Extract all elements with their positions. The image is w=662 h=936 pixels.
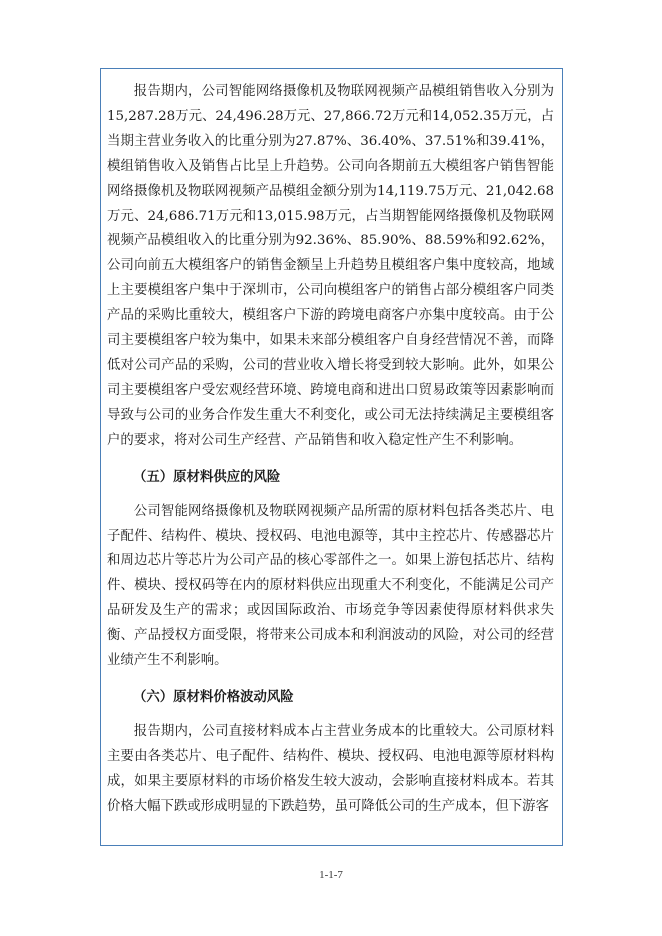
- paragraph-raw-material-price: 报告期内，公司直接材料成本占主营业务成本的比重较大。公司原材料主要由各类芯片、电子配件、结构件、模块、授权码、电池电源等原材料构成，如果主要原材料的市场价格发生较大波动，会影响直接材料成本。若其价格大幅下跌或形成明显的下跌趋势，虽可降低公司的生产成本，但下游客: [107, 723, 554, 814]
- heading-raw-material-supply-risk: （五）原材料供应的风险: [133, 469, 281, 485]
- document-body: [107, 80, 554, 820]
- heading-raw-material-price-risk: （六）原材料价格波动风险: [133, 689, 294, 705]
- page-number: 1-1-7: [319, 869, 343, 881]
- paragraph-raw-material-supply: 公司智能网络摄像机及物联网视频产品所需的原材料包括各类芯片、电子配件、结构件、模块、授权码、电池电源等，其中主控芯片、传感器芯片和周边芯片等芯片为公司产品的核心零部件之一。如果上游包括芯片、结构件、模块、授权码等在内的原材料供应出现重大不利变化，不能满足公司产品研发及生产的需求；或因国际政治、市场竞争等因素使得原材料供求失衡、产品授权方面受限，将带来公司成本和利润波动的风险，对公司的经营业绩产生不利影响。: [107, 503, 554, 669]
- paragraph-module-customer-risk: 报告期内，公司智能网络摄像机及物联网视频产品模组销售收入分别为15,287.28万元、24,496.28万元、27,866.72万元和14,052.35万元，占当期主营业务收入的比重分别为27.87%、36.40%、37.51%和39.41%，模组销售收入及销售占比呈上升趋势。公司向各期前五大模组客户销售智能网络摄像机及物联网视频产品模组金额分别为14,119.75万元、21,042.68万元、24,686.71万元和13,015.98万元，占当期智能网络摄像机及物联网视频产品模组收入的比重分别为92.36%、85.90%、88.59%和92.62%，公司向前五大模组客户的销售金额呈上升趋势且模组客户集中度较高，地域上主要模组客户集中于深圳市，公司向模组客户的销售占部分模组客户同类产品的采购比重较大，模组客户下游的跨境电商客户亦集中度较高。由于公司主要模组客户较为集中，如果未来部分模组客户自身经营情况不善，而降低对公司产品的采购，公司的营业收入增长将受到较大影响。此外，如果公司主要模组客户受宏观经营环境、跨境电商和进出口贸易政策等因素影响而导致与公司的业务合作发生重大不利变化，或公司无法持续满足主要模组客户的要求，将对公司生产经营、产品销售和收入稳定性产生不利影响。: [107, 84, 554, 448]
